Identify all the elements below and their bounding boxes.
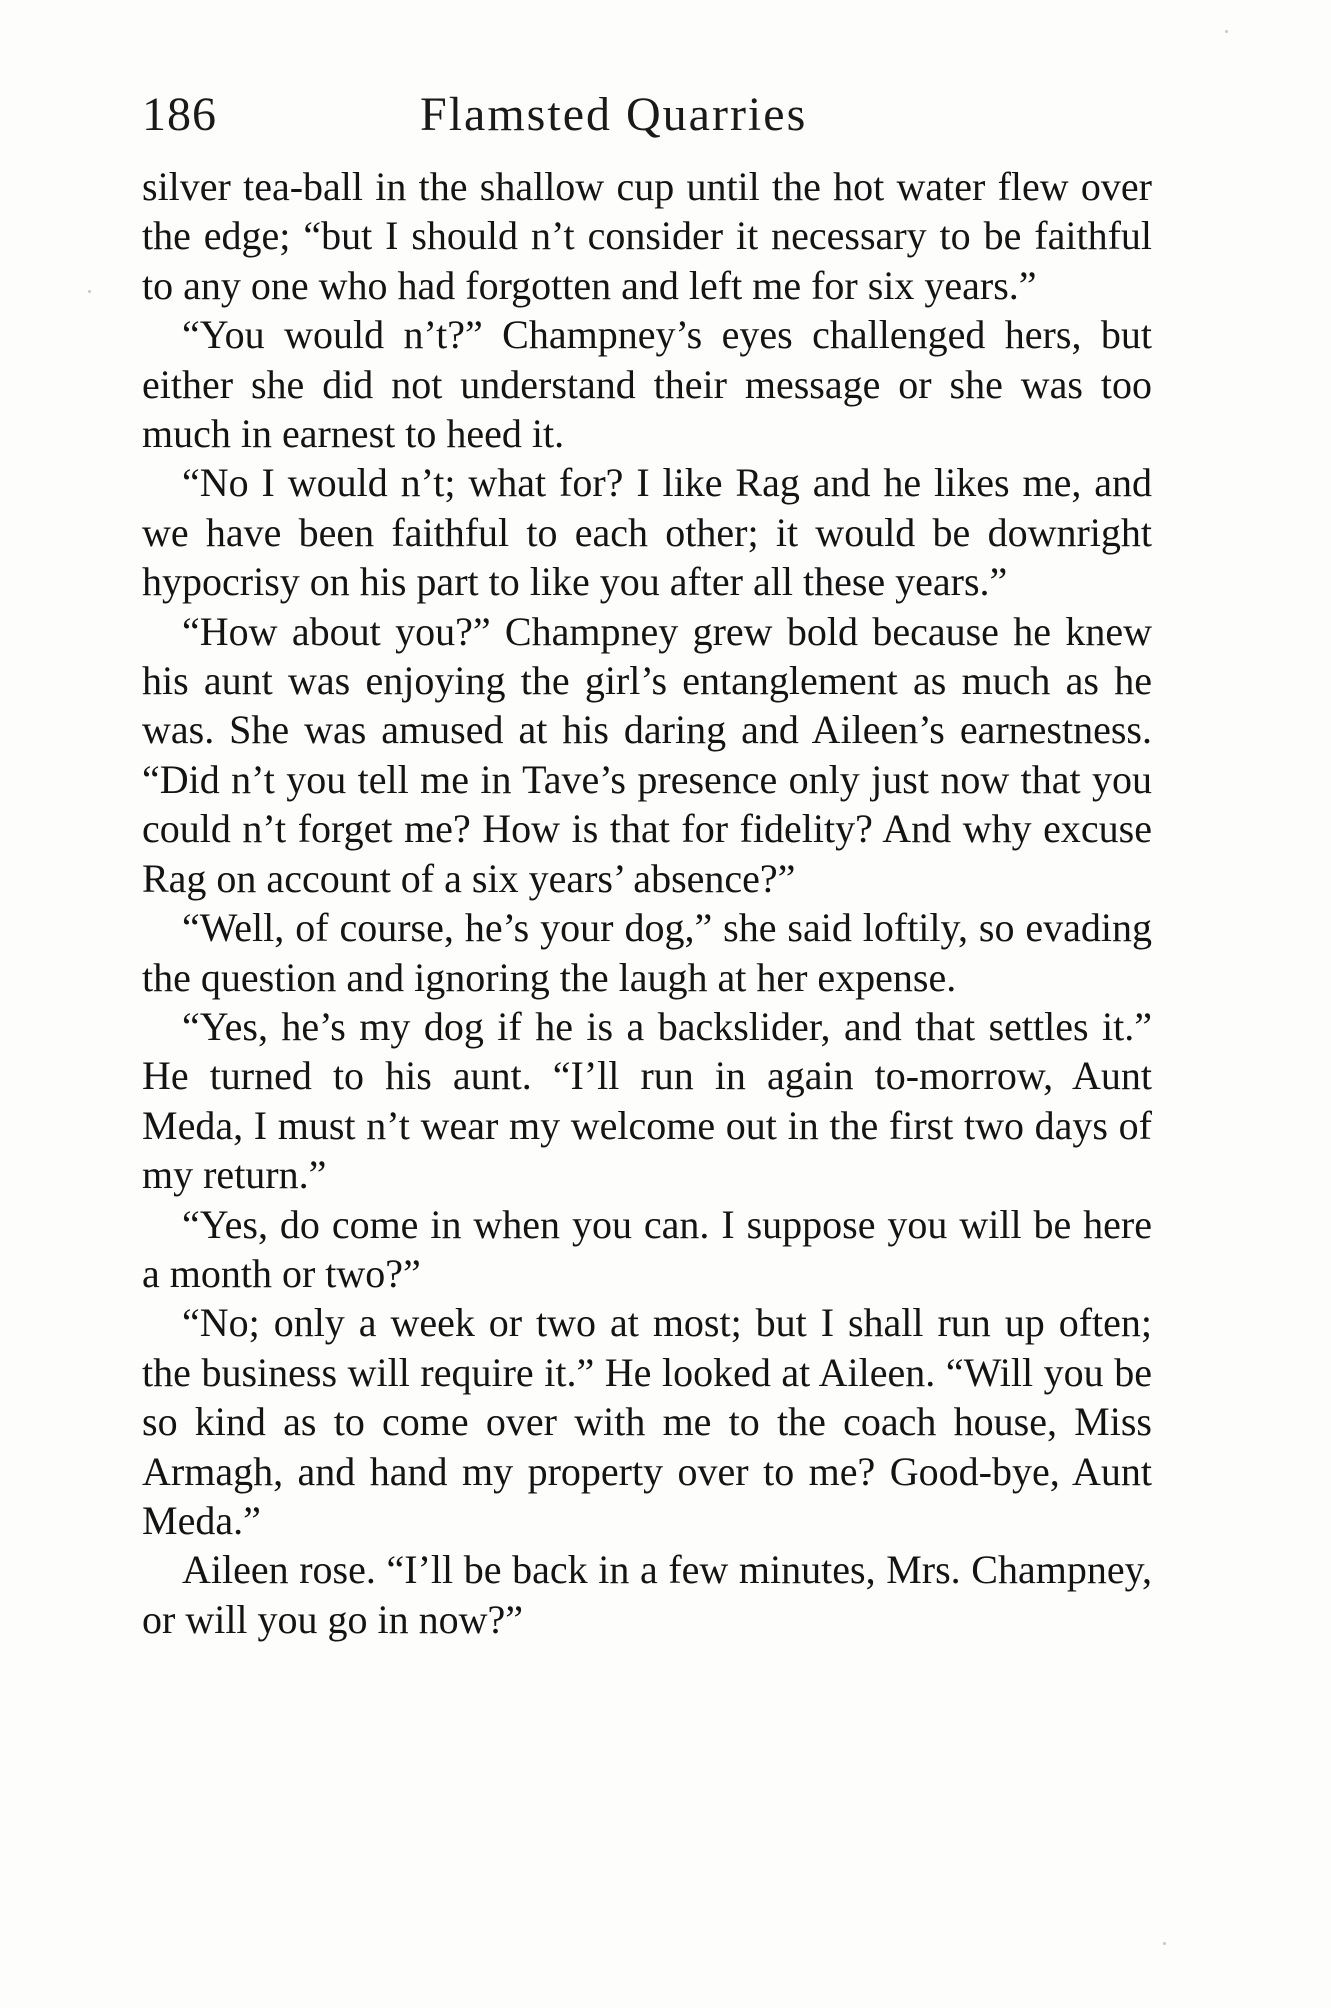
running-title: Flamsted Quarries (420, 88, 808, 141)
paragraph: Aileen rose. “I’ll be back in a few minutes, Mrs. Champney, or will you go in now?” (142, 1547, 1152, 1642)
paragraph: silver tea-ball in the shallow cup until the hot water flew over the edge; “but I should n’t consider it necessary to be faithful to any one who had forgotten and left me for six years.” (142, 164, 1152, 308)
page-number: 186 (142, 88, 217, 141)
scan-speck (1225, 30, 1228, 33)
paragraph: “You would n’t?” Champney’s eyes challenged hers, but either she did not understand their message or she was too much in earnest to heed it. (142, 312, 1152, 457)
body-text (142, 162, 1152, 1644)
running-head (142, 80, 1152, 150)
paragraph: “Yes, do come in when you can. I suppose you will be here a month or two?” (142, 1201, 1152, 1296)
paragraph: “No I would n’t; what for? I like Rag and he likes me, and we have been faithful to each other; it would be downright hypocrisy on his part to like you after all these years.” (142, 460, 1152, 605)
scan-speck (88, 290, 91, 293)
paragraph: “No; only a week or two at most; but I shall run up often; the business will require it.” He looked at Aileen. “Will you be so kind as to come over with me to the coach house, Miss Armagh, and hand my property over to me? Good-bye, Aunt Meda.” (142, 1300, 1152, 1543)
scan-speck (1163, 1942, 1166, 1945)
paragraph: “Yes, he’s my dog if he is a backslider, and that settles it.” He turned to his aunt. “I’ll run in again to-morrow, Aunt Meda, I must n’t wear my welcome out in the first two days of my return.” (142, 1003, 1152, 1198)
paragraph: “How about you?” Champney grew bold because he knew his aunt was enjoying the girl’s entanglement as much as he was. She was amused at his daring and Aileen’s earnestness. “Did n’t you tell me in Tave’s presence only just now that you could n’t forget me? How is that for fidelity? And why excuse Rag on account of a six years’ absence?” (142, 608, 1152, 901)
paragraph: “Well, of course, he’s your dog,” she said loftily, so evading the question and ignoring the laugh at her expense. (142, 905, 1152, 1000)
